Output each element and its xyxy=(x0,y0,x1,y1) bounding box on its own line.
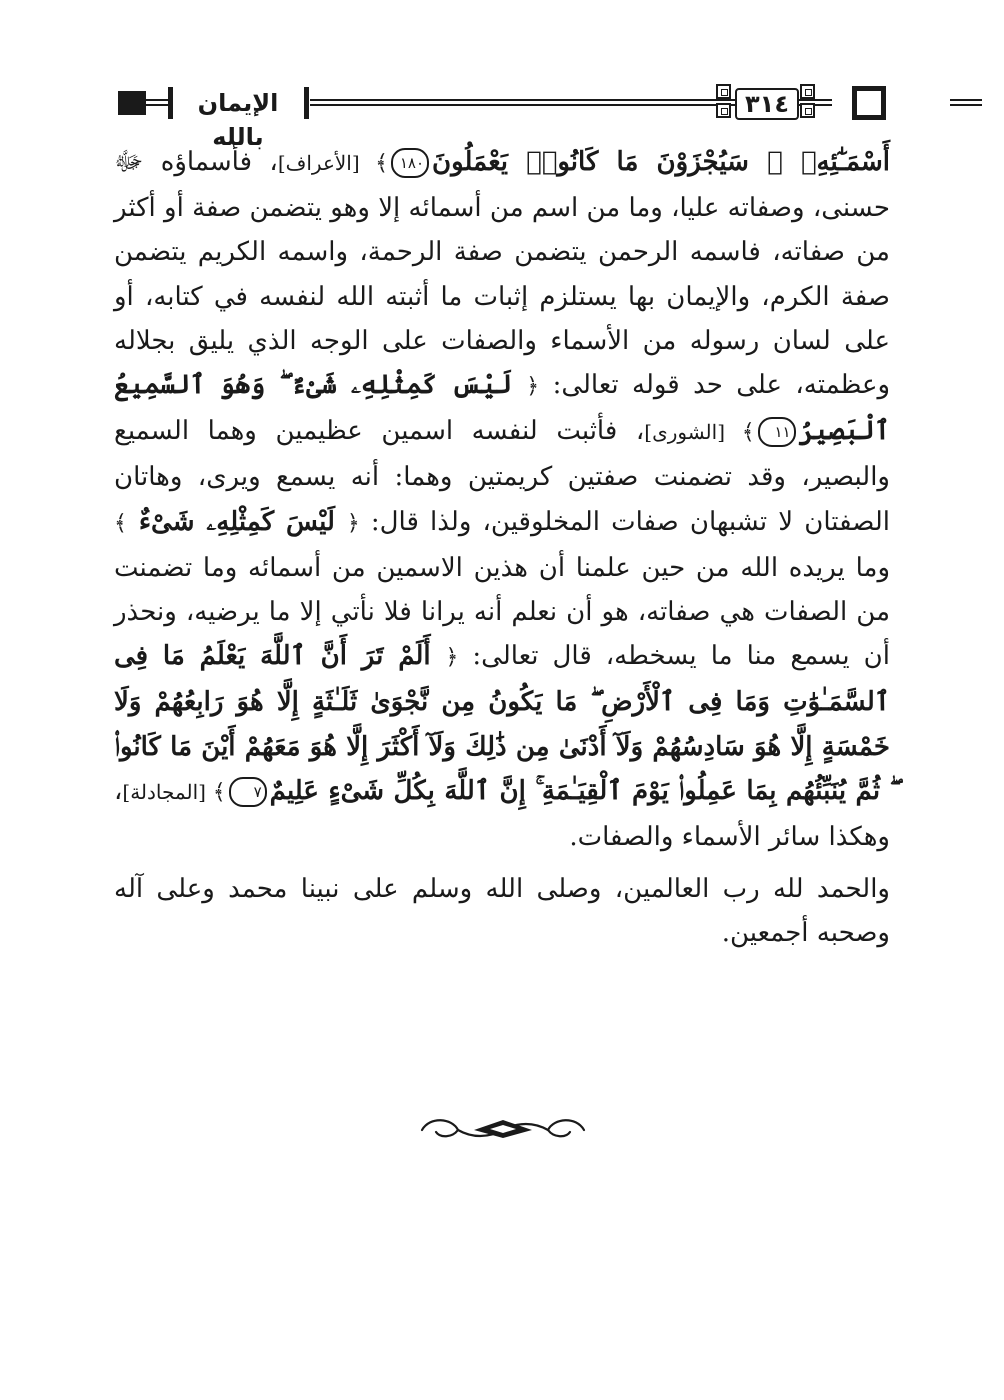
header-bar xyxy=(168,87,173,119)
quran-verse: لَيْسَ كَمِثْلِهِۦ شَىْءٌ xyxy=(126,506,347,537)
knot-ornament-icon xyxy=(716,103,731,118)
quran-verse: لَيْسَ كَمِثْلِهِۦ شَىْءٌ ۖ وَهُوَ ٱلسَّمِيعُ ٱلْبَصِيرُ xyxy=(114,370,890,447)
running-title: الإيمان بالله xyxy=(197,89,279,151)
quran-verse: أَلَمْ تَرَ أَنَّ ٱللَّهَ يَعْلَمُ مَا فِى ٱلسَّمَـٰوَٰتِ وَمَا فِى ٱلْأَرْضِ ۖ مَا يَكُونُ مِن نَّجْوَىٰ ثَلَـٰثَةٍ إِلَّا هُوَ رَابِعُهُمْ وَلَا خَمْسَةٍ إِلَّا هُوَ سَادِسُهُمْ وَلَآ أَدْنَىٰ مِن ذَٰلِكَ وَلَآ أَكْثَرَ إِلَّا هُوَ مَعَهُمْ أَيْنَ مَا كَانُوا۟ ۖ ثُمَّ يُنَبِّئُهُم بِمَا عَمِلُوا۟ يَوْمَ ٱلْقِيَـٰمَةِ ۚ إِنَّ ٱللَّهَ بِكُلِّ شَىْءٍ عَلِيمٌ xyxy=(114,641,890,806)
quran-bracket: ﴾ xyxy=(114,510,127,536)
quran-bracket: ﴿ xyxy=(526,374,540,400)
page-number-frame xyxy=(714,84,818,120)
verse-number-marker: ١٨٠ xyxy=(391,148,429,178)
text-run: ، فأسماؤه ﷻ حسنى، وصفاته عليا، وما من اسم من أسمائه إلا وهو يتضمن صفة أو أكثر من صفاته، فاسمه الرحمن يتضمن صفة الرحمة، واسمه الكريم يتضمن صفة الكرم، والإيمان بها يستلزم إثبات ما أثبته الله لنفسه في كتابه، أو على لسان رسوله من الأسماء والصفات على الوجه الذي يليق بجلاله وعظمته، على حد قوله تعالى: xyxy=(113,147,891,401)
header-bar xyxy=(304,87,309,119)
quran-bracket: ﴿ xyxy=(445,645,459,671)
closing-paragraph xyxy=(114,867,890,955)
header-rule xyxy=(950,99,982,106)
page-header xyxy=(118,84,888,151)
knot-ornament-icon xyxy=(716,84,731,99)
header-rule xyxy=(146,99,168,106)
page-number: ٣١٤ xyxy=(735,88,799,120)
text-run: ، وهكذا سائر الأسماء والصفات. xyxy=(114,775,890,853)
header-ornament-block xyxy=(118,91,146,115)
end-flourish-icon xyxy=(412,1108,594,1152)
verse-number-marker: ٧ xyxy=(229,777,267,807)
knot-ornament-icon xyxy=(800,103,815,118)
body-paragraph xyxy=(114,140,890,859)
quran-bracket: ﴾ xyxy=(741,420,755,446)
quran-bracket: ﴿ xyxy=(346,510,360,536)
text-run: والحمد لله رب العالمين، وصلى الله وسلم على نبينا محمد وعلى آله وصحبه أجمعين. xyxy=(114,874,890,949)
page-body xyxy=(114,140,890,956)
quran-bracket: ﴾ xyxy=(375,151,389,176)
text-run: وما يريده الله من حين علمنا أن هذين الاسمين من أسمائه وما تضمنت من الصفات هي صفاته، هو أن نعلم أنه يرانا فلا نأتي إلا ما يرضيه، ونحذر أن يسمع منا ما يسخطه، قال تعالى: xyxy=(114,552,890,672)
verse-number-marker: ١١ xyxy=(758,417,796,447)
text-run: ، فأثبت لنفسه اسمين عظيمين وهما السميع والبصير، وقد تضمنت صفتين كريمتين وهما: أنه يسمع ويرى، وهاتان الصفتان لا تشبهان صفات المخلوقين، ولذا قال: xyxy=(114,416,890,537)
knot-ornament-icon xyxy=(800,84,815,99)
header-ornament-square xyxy=(852,86,886,120)
surah-reference: [الأعراف] xyxy=(277,151,376,175)
quran-verse: أَسْمَـٰٓئِهِۦ ۚ سَيُجْزَوْنَ مَا كَانُوا۟ يَعْمَلُونَ xyxy=(432,147,890,177)
quran-bracket: ﴾ xyxy=(212,779,226,805)
surah-reference: [المجادلة] xyxy=(122,779,213,804)
surah-reference: [الشورى] xyxy=(644,420,742,445)
